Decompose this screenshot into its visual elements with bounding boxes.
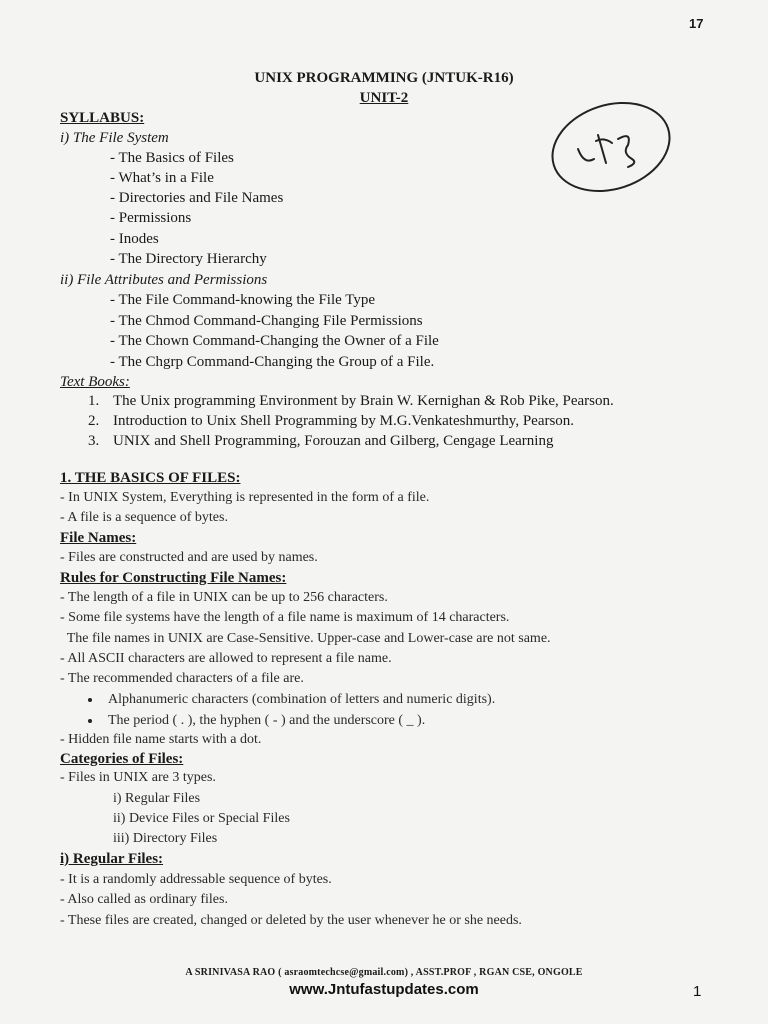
file-names-heading: File Names: — [60, 530, 137, 546]
rules-bullet-item — [88, 692, 495, 708]
section1-item: - Permissions — [110, 210, 192, 226]
textbooks-heading: Text Books: — [60, 374, 130, 390]
regular-files-line: - It is a randomly addressable sequence of bytes. — [60, 872, 332, 887]
textbook-number: 2. — [88, 413, 100, 429]
footer-page-number: 1 — [693, 983, 702, 1000]
categories-intro: - Files in UNIX are 3 types. — [60, 770, 216, 785]
section1-item: - The Basics of Files — [110, 150, 234, 166]
textbook-item: The Unix programming Environment by Brain W. Kernighan & Rob Pike, Pearson. — [113, 393, 614, 409]
rules-line: - The recommended characters of a file are. — [60, 671, 304, 686]
rules-line: - Some file systems have the length of a file name is maximum of 14 characters. — [60, 610, 510, 625]
textbook-number: 1. — [88, 393, 100, 409]
categories-item: i) Regular Files — [113, 791, 201, 806]
rules-line: The file names in UNIX are Case-Sensitive. Upper-case and Lower-case are not same. — [60, 631, 551, 646]
textbook-number: 3. — [88, 433, 100, 449]
regular-files-line: - Also called as ordinary files. — [60, 892, 228, 907]
basics-heading: 1. THE BASICS OF FILES: — [60, 470, 241, 486]
syllabus-heading: SYLLABUS: — [60, 110, 145, 126]
categories-heading: Categories of Files: — [60, 751, 184, 767]
section1-item: - The Directory Hierarchy — [110, 251, 267, 267]
bullet-text: The period ( . ), the hyphen ( - ) and the underscore ( _ ). — [108, 713, 426, 728]
textbook-item: UNIX and Shell Programming, Forouzan and Gilberg, Cengage Learning — [113, 433, 554, 449]
section2-title: ii) File Attributes and Permissions — [60, 272, 268, 288]
basics-line: - A file is a sequence of bytes. — [60, 510, 228, 525]
handwritten-stamp — [546, 97, 676, 197]
rules-line: - The length of a file in UNIX can be up to 256 characters. — [60, 590, 388, 605]
section2-item: - The Chown Command-Changing the Owner of a File — [110, 333, 439, 349]
categories-item: iii) Directory Files — [113, 831, 218, 846]
section2-item: - The File Command-knowing the File Type — [110, 292, 376, 308]
footer-author: A SRINIVASA RAO ( asraomtechcse@gmail.com) , ASST.PROF , RGAN CSE, ONGOLE — [185, 967, 583, 978]
section2-item: - The Chgrp Command-Changing the Group of a File. — [110, 354, 435, 370]
rules-line: - All ASCII characters are allowed to represent a file name. — [60, 651, 392, 666]
categories-item: ii) Device Files or Special Files — [113, 811, 290, 826]
section1-item: - Inodes — [110, 231, 159, 247]
unit-title: UNIT-2 — [359, 90, 409, 106]
rules-bullet-item — [88, 713, 425, 729]
bullet-icon — [88, 719, 92, 723]
section1-title: i) The File System — [60, 130, 169, 146]
section2-item: - The Chmod Command-Changing File Permissions — [110, 313, 423, 329]
textbook-item: Introduction to Unix Shell Programming by M.G.Venkateshmurthy, Pearson. — [113, 413, 575, 429]
basics-line: - In UNIX System, Everything is represented in the form of a file. — [60, 490, 430, 505]
document-title: UNIX PROGRAMMING (JNTUK-R16) — [254, 70, 514, 86]
section1-item: - Directories and File Names — [110, 190, 284, 206]
bullet-text: Alphanumeric characters (combination of letters and numeric digits). — [108, 692, 496, 707]
section1-item: - What’s in a File — [110, 170, 214, 186]
rules-last-line: - Hidden file name starts with a dot. — [60, 732, 262, 747]
regular-files-heading: i) Regular Files: — [60, 851, 164, 867]
file-names-line: - Files are constructed and are used by names. — [60, 550, 318, 565]
bullet-icon — [88, 698, 92, 702]
footer-url: www.Jntufastupdates.com — [289, 981, 479, 998]
regular-files-line: - These files are created, changed or deleted by the user whenever he or she needs. — [60, 913, 522, 928]
top-page-number: 17 — [689, 16, 704, 31]
rules-heading: Rules for Constructing File Names: — [60, 570, 287, 586]
